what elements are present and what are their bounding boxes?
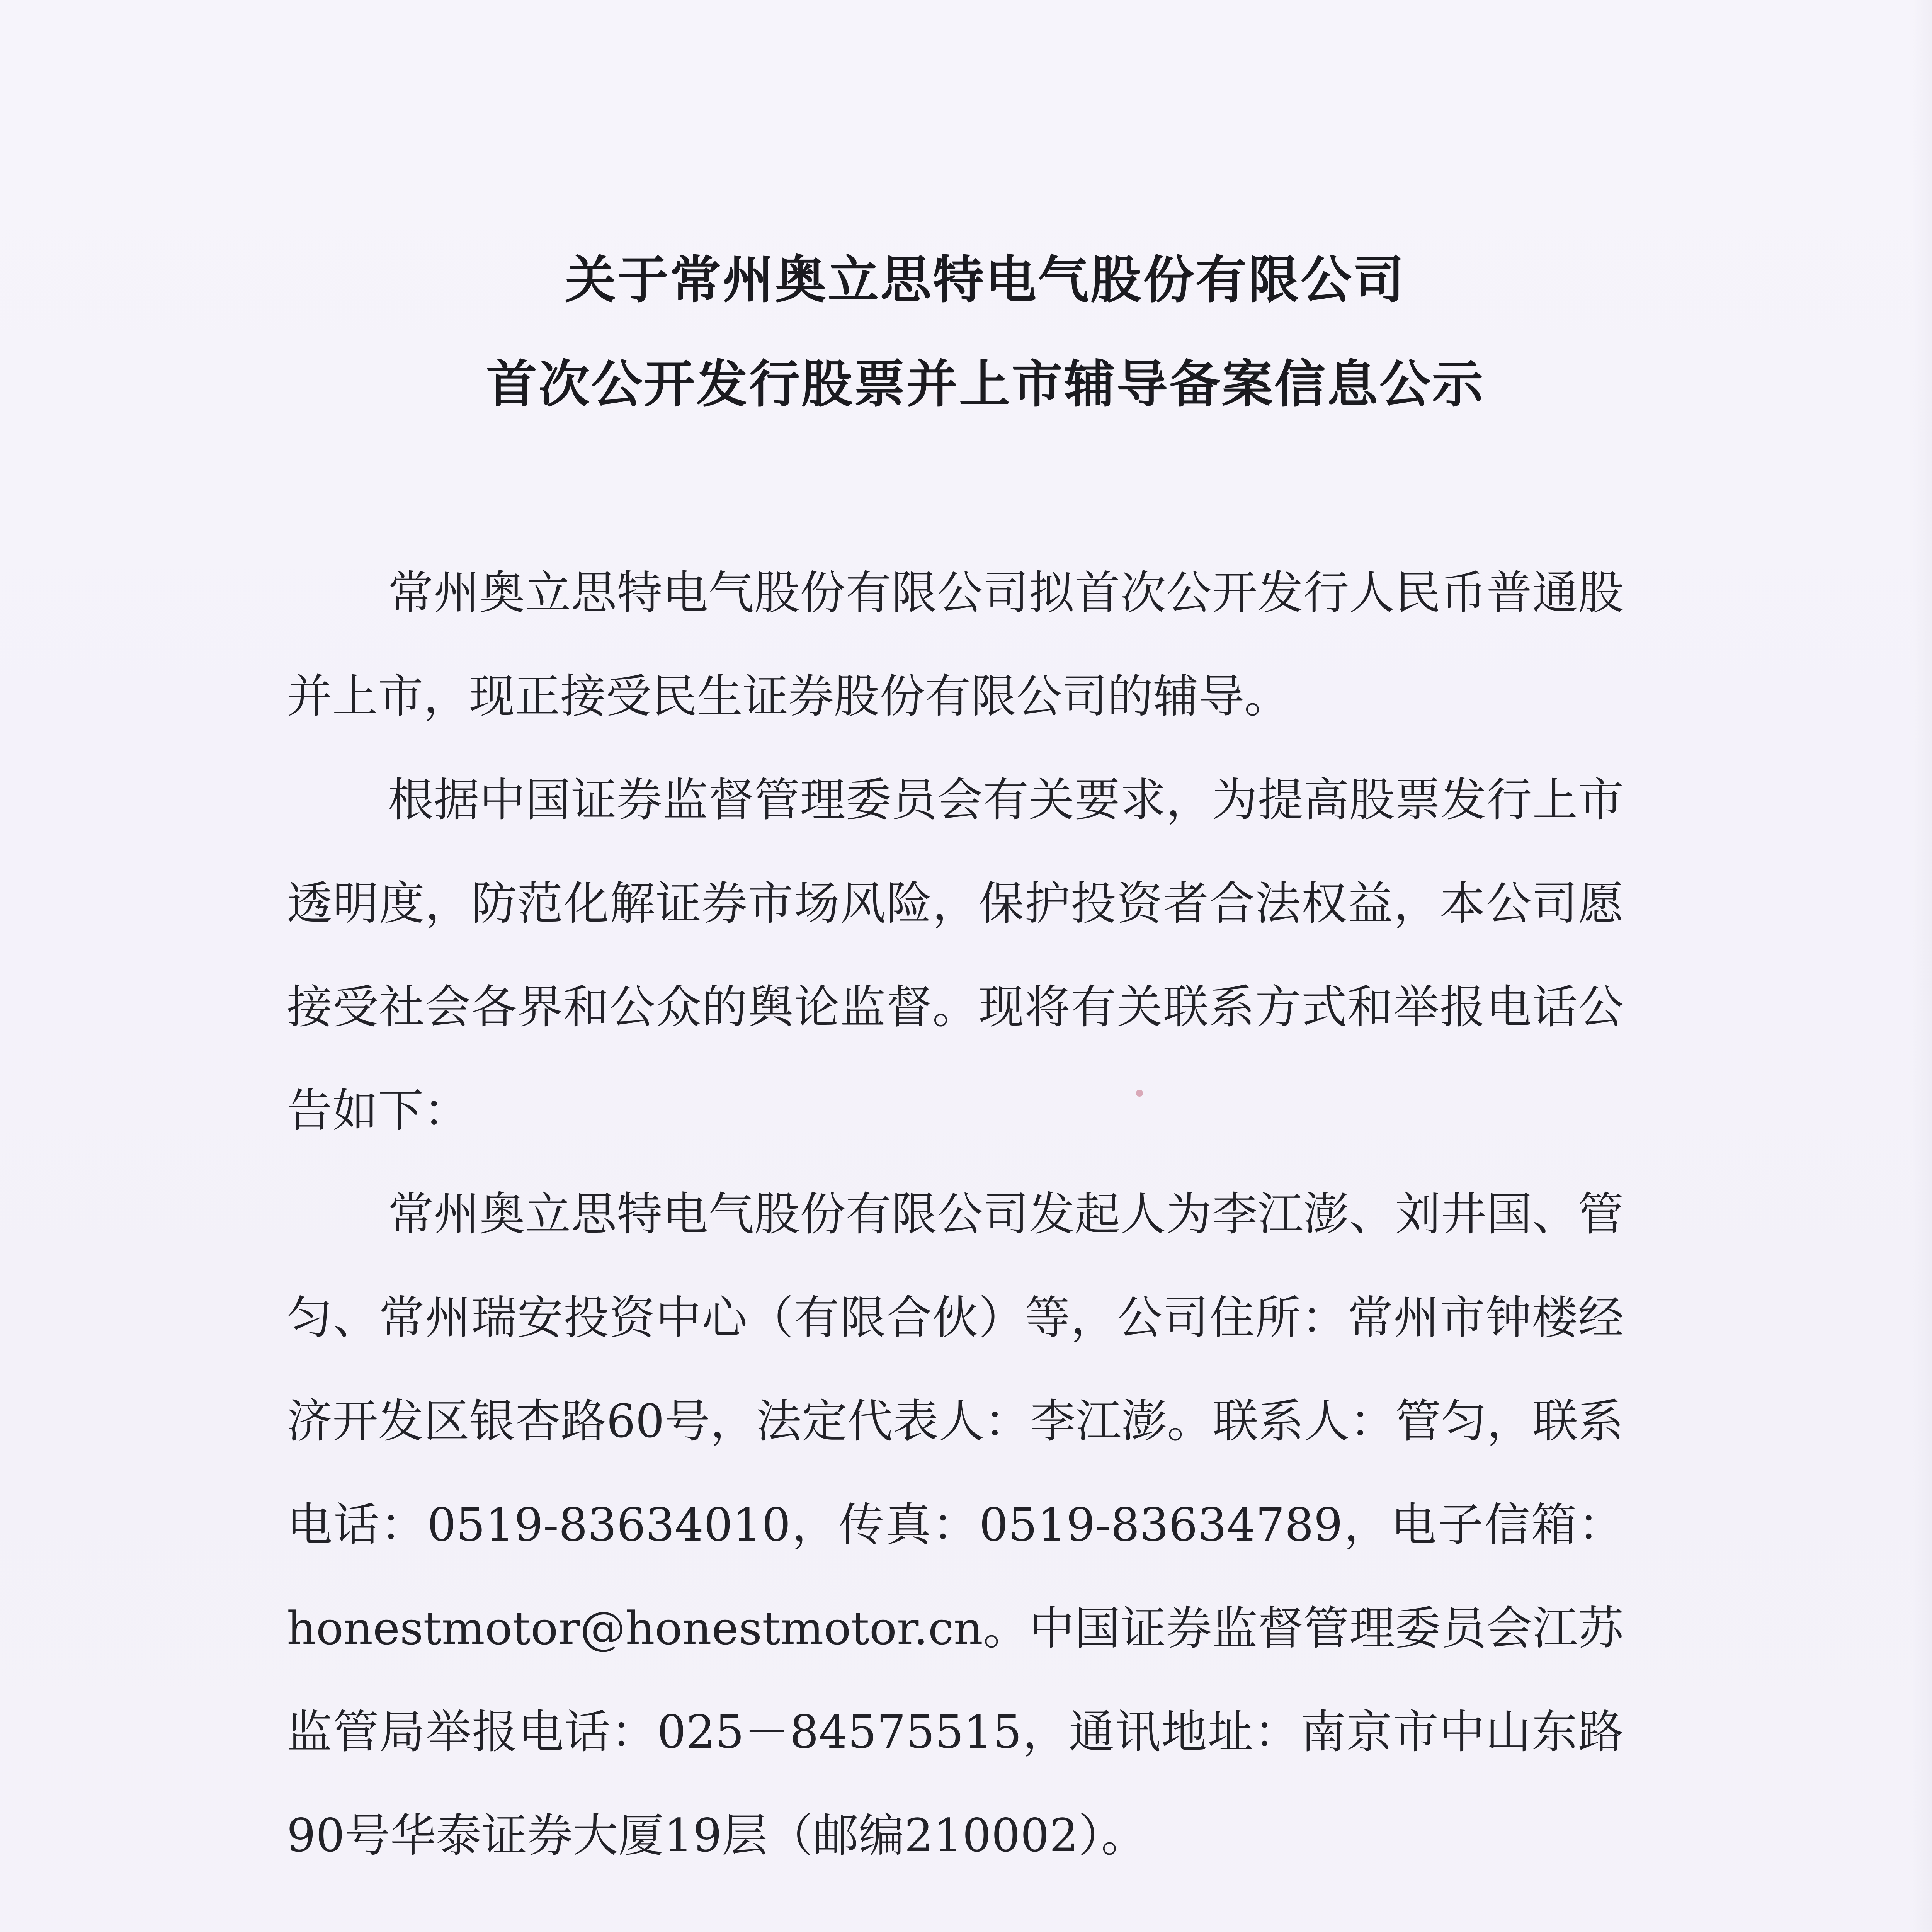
paper-speck (1136, 1090, 1143, 1097)
paragraph-contact-info: 常州奥立思特电气股份有限公司发起人为李江澎、刘井国、管匀、常州瑞安投资中心（有限合伙）等，公司住所：常州市钟楼经济开发区银杏路60号，法定代表人：李江澎。联系人：管匀，联系电话：0519-83634010，传真：0519-83634789，电子信箱：honestmotor@honestmotor.cn。中国证券监督管理委员会江苏监管局举报电话：025－84575515，通讯地址：南京市中山东路90号华泰证券大厦19层（邮编210002）。 (287, 1187, 1624, 1862)
document-title-line-1: 关于常州奥立思特电气股份有限公司 (565, 250, 1406, 310)
paragraph-supervision: 根据中国证券监督管理委员会有关要求，为提高股票发行上市透明度，防范化解证券市场风险，保护投资者合法权益，本公司愿接受社会各界和公众的舆论监督。现将有关联系方式和举报电话公告如下： (287, 773, 1624, 1137)
document-body (287, 541, 1624, 1887)
document-title-line-2: 首次公开发行股票并上市辅导备案信息公示 (486, 355, 1485, 414)
paragraph-intro: 常州奥立思特电气股份有限公司拟首次公开发行人民币普通股并上市，现正接受民生证券股份有限公司的辅导。 (287, 566, 1624, 723)
